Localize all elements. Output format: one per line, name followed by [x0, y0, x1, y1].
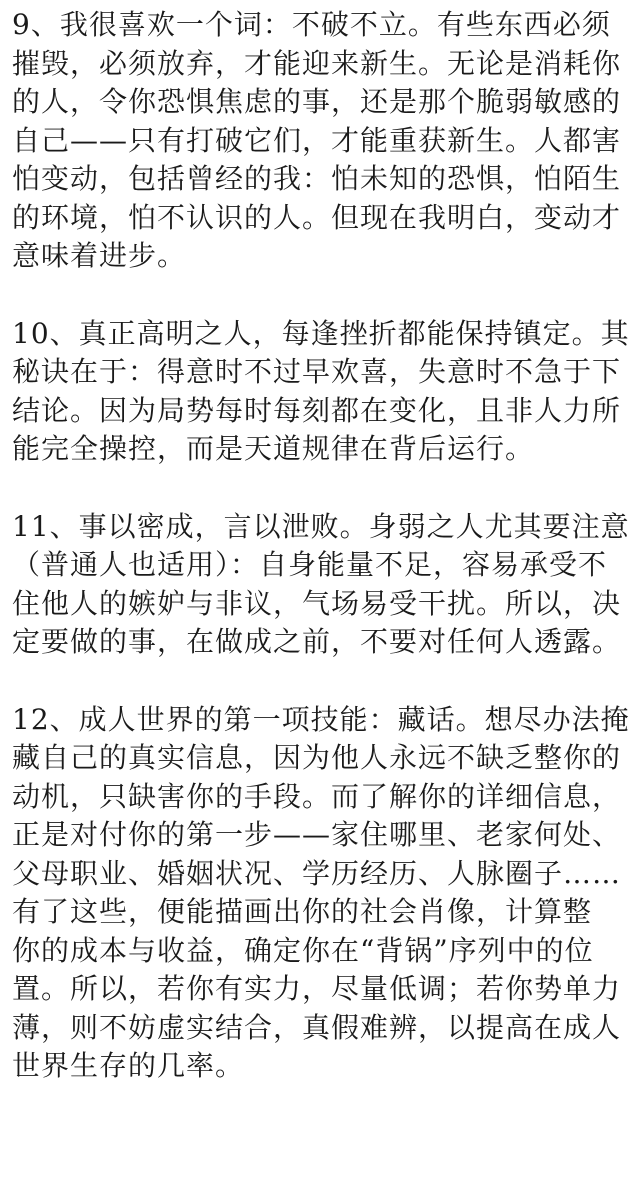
paragraph-line: 薄，则不妨虚实结合，真假难辨，以提高在成人 [12, 1010, 622, 1044]
paragraph-line: （普通人也适用）：自身能量不足，容易承受不 [12, 548, 608, 581]
paragraph-line: 结论。因为局势每时每刻都在变化，且非人力所 [12, 393, 622, 427]
paragraph-line: 正是对付你的第一步——家住哪里、老家何处、 [12, 818, 622, 851]
paragraph-line: 能完全操控，而是天道规律在背后运行。 [12, 432, 535, 465]
paragraph-line: 摧毁，必须放弃，才能迎来新生。无论是消耗你 [12, 46, 622, 80]
document-page [12, 6, 634, 1086]
paragraph-line: 9、我很喜欢一个词：不破不立。有些东西必须 [12, 8, 611, 41]
paragraph-line: 秘诀在于：得意时不过早欢喜，失意时不急于下 [12, 355, 622, 388]
paragraph-10 [12, 315, 634, 469]
paragraph-line: 父母职业、婚姻状况、学历经历、人脉圈子…… [12, 856, 622, 890]
paragraph-line: 的环境，怕不认识的人。但现在我明白，变动才 [12, 200, 622, 234]
paragraph-gap [12, 662, 634, 701]
paragraph-9 [12, 6, 634, 276]
paragraph-line: 12、成人世界的第一项技能：藏话。想尽办法掩 [12, 702, 630, 736]
paragraph-line: 意味着进步。 [12, 239, 187, 272]
paragraph-line: 你的成本与收益，确定你在“背锅”序列中的位 [12, 933, 594, 967]
paragraph-line: 藏自己的真实信息，因为他人永远不缺乏整你的 [12, 741, 622, 774]
paragraph-line: 定要做的事，在做成之前，不要对任何人透露。 [12, 625, 622, 658]
paragraph-12 [12, 701, 634, 1086]
paragraph-line: 11、事以密成，言以泄败。身弱之人尤其要注意 [12, 509, 630, 543]
paragraph-line: 住他人的嫉妒与非议，气场易受干扰。所以，决 [12, 586, 622, 620]
paragraph-gap [12, 276, 634, 315]
paragraph-line: 世界生存的几率。 [12, 1049, 245, 1082]
paragraph-line: 10、真正高明之人，每逢挫折都能保持镇定。其 [12, 316, 630, 350]
paragraph-11 [12, 508, 634, 662]
paragraph-line: 置。所以，若你有实力，尽量低调；若你势单力 [12, 972, 622, 1005]
paragraph-line: 的人，令你恐惧焦虑的事，还是那个脆弱敏感的 [12, 85, 622, 118]
paragraph-line: 自己——只有打破它们，才能重获新生。人都害 [12, 123, 622, 157]
paragraph-line: 怕变动，包括曾经的我：怕未知的恐惧，怕陌生 [12, 162, 622, 195]
paragraph-line: 有了这些，便能描画出你的社会肖像，计算整 [12, 895, 593, 928]
paragraph-gap [12, 469, 634, 508]
paragraph-line: 动机，只缺害你的手段。而了解你的详细信息， [12, 779, 622, 813]
